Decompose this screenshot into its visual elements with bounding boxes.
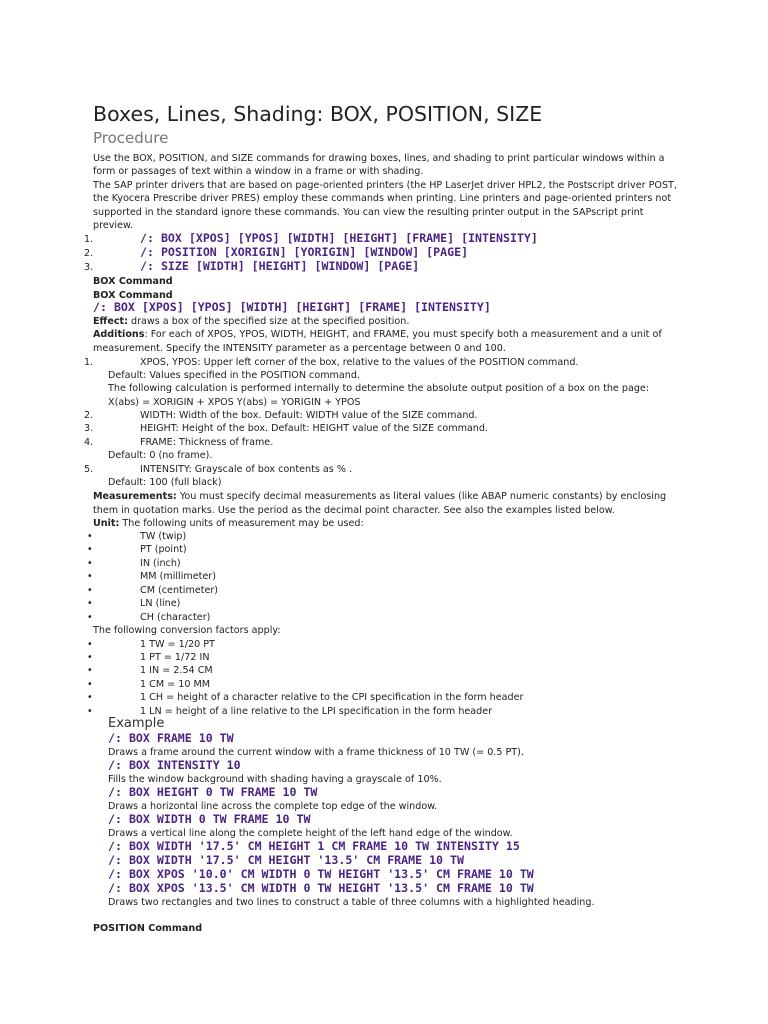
conversion-item: 1 IN = 2.54 CM (140, 665, 213, 676)
measurements-label: Measurements: (93, 491, 177, 502)
syntax-number-1: 1. (84, 234, 94, 245)
box-command-syntax: /: BOX [XPOS] [YPOS] [WIDTH] [HEIGHT] [FRAME] [INTENSITY] (93, 300, 491, 314)
bullet-icon: • (87, 571, 93, 582)
example-description: Draws a vertical line along the complete height of the left hand edge of the window. (108, 828, 513, 839)
unit-item: MM (millimeter) (140, 571, 216, 582)
param-xpos-ypos: XPOS, YPOS: Upper left corner of the box, relative to the values of the POSITION command. (140, 357, 579, 368)
example-description: Draws a frame around the current window with a frame thickness of 10 TW (= 0.5 PT). (108, 747, 524, 758)
bullet-icon: • (87, 639, 93, 650)
unit-item: CH (character) (140, 612, 211, 623)
conversion-item: 1 CH = height of a character relative to the CPI specification in the form header (140, 692, 524, 703)
example-command: /: BOX WIDTH '17.5' CM HEIGHT '13.5' CM FRAME 10 TW (108, 853, 464, 867)
intro-paragraph-1: Use the BOX, POSITION, and SIZE commands for drawing boxes, lines, and shading to print particular windows within a form or passages of text within a window in a frame or with shading. (93, 153, 665, 178)
syntax-position: /: POSITION [XORIGIN] [YORIGIN] [WINDOW] [PAGE] (140, 245, 469, 259)
param-frame-default: Default: 0 (no frame). (108, 450, 213, 461)
param-intensity: INTENSITY: Grayscale of box contents as % . (140, 464, 353, 475)
bullet-icon: • (87, 706, 93, 717)
unit-text: The following units of measurement may be used: (119, 518, 364, 529)
procedure-heading: Procedure (93, 129, 169, 147)
conversion-item: 1 TW = 1/20 PT (140, 639, 215, 650)
example-description: Draws a horizontal line across the complete top edge of the window. (108, 801, 438, 812)
bullet-icon: • (87, 598, 93, 609)
effect-label: Effect: (93, 316, 128, 327)
additions-paragraph (93, 328, 678, 355)
example-command: /: BOX INTENSITY 10 (108, 758, 241, 772)
unit-item: TW (twip) (140, 531, 187, 542)
unit-line (93, 517, 364, 530)
bullet-icon: • (87, 585, 93, 596)
param-intensity-default: Default: 100 (full black) (108, 477, 222, 488)
param-xpos-formula: X(abs) = XORIGIN + XPOS Y(abs) = YORIGIN + YPOS (108, 397, 361, 408)
syntax-number-2: 2. (84, 248, 94, 259)
param-frame: FRAME: Thickness of frame. (140, 437, 274, 448)
bullet-icon: • (87, 612, 93, 623)
bullet-icon: • (87, 652, 93, 663)
conversion-item: 1 CM = 10 MM (140, 679, 211, 690)
intro-paragraph-2: The SAP printer drivers that are based on page-oriented printers (the HP LaserJet driver HPL2, the Postscript driver POST, the Kyocera Prescribe driver PRES) employ these commands when printing. Line printers and page-oriented printers not supported in the standard ignore these commands. You can view the resulting printer output in the SAPscript print preview. (93, 180, 677, 231)
effect-text: draws a box of the specified size at the specified position. (127, 316, 410, 327)
bullet-icon: • (87, 679, 93, 690)
box-command-heading-2: BOX Command (93, 290, 173, 301)
position-command-heading: POSITION Command (93, 923, 203, 934)
unit-item: CM (centimeter) (140, 585, 219, 596)
example-heading: Example (108, 716, 165, 731)
unit-item: PT (point) (140, 544, 187, 555)
conversion-item: 1 PT = 1/72 IN (140, 652, 210, 663)
param-number-2: 2. (84, 410, 94, 421)
syntax-box: /: BOX [XPOS] [YPOS] [WIDTH] [HEIGHT] [FRAME] [INTENSITY] (140, 231, 538, 245)
param-height: HEIGHT: Height of the box. Default: HEIGHT value of the SIZE command. (140, 423, 489, 434)
example-command: /: BOX XPOS '13.5' CM WIDTH 0 TW HEIGHT '13.5' CM FRAME 10 TW (108, 881, 534, 895)
additions-text: : For each of XPOS, YPOS, WIDTH, HEIGHT, and FRAME, you must specify both a measurement and a unit of measurement. Specify the INTENSITY parameter as a percentage between 0 and 100. (93, 329, 662, 354)
example-command: /: BOX WIDTH 0 TW FRAME 10 TW (108, 812, 311, 826)
param-number-3: 3. (84, 423, 94, 434)
example-description: Draws two rectangles and two lines to construct a table of three columns with a highlighted heading. (108, 897, 595, 908)
param-number-1: 1. (84, 357, 94, 368)
example-description: Fills the window background with shading having a grayscale of 10%. (108, 774, 442, 785)
effect-line (93, 315, 409, 328)
bullet-icon: • (87, 665, 93, 676)
param-number-4: 4. (84, 437, 94, 448)
bullet-icon: • (87, 558, 93, 569)
bullet-icon: • (87, 692, 93, 703)
unit-item: LN (line) (140, 598, 181, 609)
param-number-5: 5. (84, 464, 94, 475)
measurements-paragraph (93, 490, 678, 517)
box-command-heading-1: BOX Command (93, 276, 173, 287)
example-command: /: BOX XPOS '10.0' CM WIDTH 0 TW HEIGHT '13.5' CM FRAME 10 TW (108, 867, 534, 881)
param-xpos-calc: The following calculation is performed internally to determine the absolute output position of a box on the page: (108, 383, 650, 394)
example-command: /: BOX WIDTH '17.5' CM HEIGHT 1 CM FRAME 10 TW INTENSITY 15 (108, 839, 520, 853)
conversion-intro: The following conversion factors apply: (93, 625, 281, 636)
additions-label: Additions (93, 329, 145, 340)
param-xpos-default: Default: Values specified in the POSITION command. (108, 370, 360, 381)
measurements-text: You must specify decimal measurements as literal values (like ABAP numeric constants) by enclosing them in quotation marks. Use the period as the decimal point character. See also the examples listed below. (93, 491, 667, 516)
bullet-icon: • (87, 544, 93, 555)
bullet-icon: • (87, 531, 93, 542)
example-command: /: BOX FRAME 10 TW (108, 731, 234, 745)
page-title: Boxes, Lines, Shading: BOX, POSITION, SIZE (93, 102, 543, 126)
syntax-size: /: SIZE [WIDTH] [HEIGHT] [WINDOW] [PAGE] (140, 259, 420, 273)
example-command: /: BOX HEIGHT 0 TW FRAME 10 TW (108, 785, 318, 799)
param-width: WIDTH: Width of the box. Default: WIDTH value of the SIZE command. (140, 410, 478, 421)
unit-label: Unit: (93, 518, 120, 529)
syntax-number-3: 3. (84, 262, 94, 273)
conversion-item: 1 LN = height of a line relative to the LPI specification in the form header (140, 706, 493, 717)
unit-item: IN (inch) (140, 558, 181, 569)
